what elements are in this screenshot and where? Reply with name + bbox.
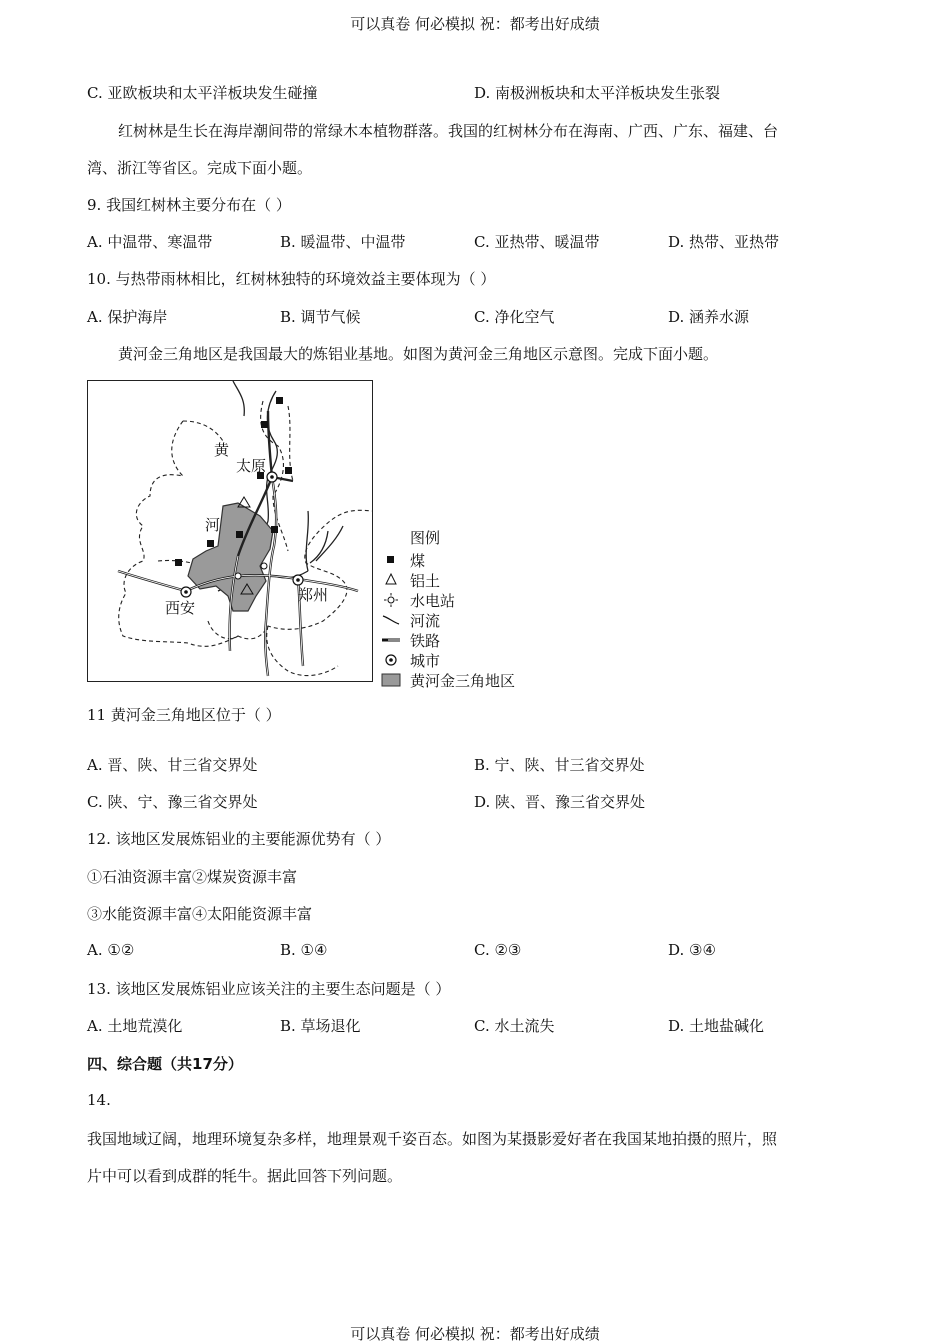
- q11-option-c: C. 陕、宁、豫三省交界处: [87, 793, 258, 811]
- map-label-huang: 黄: [214, 441, 230, 459]
- golden-triangle-region: [188, 503, 273, 611]
- q10-option-b: B. 调节气候: [280, 308, 361, 326]
- section-4-heading: 四、综合题（共17分）: [87, 1055, 243, 1073]
- q9-option-d: D. 热带、亚热带: [668, 233, 780, 251]
- coal-marker: [271, 526, 278, 533]
- yellow-river-triangle-map: [87, 380, 373, 682]
- coal-marker: [276, 397, 283, 404]
- coal-marker: [261, 421, 268, 428]
- q12-option-c: C. ②③: [474, 941, 522, 959]
- coal-marker: [175, 559, 182, 566]
- q13-option-d: D. 土地盐碱化: [668, 1017, 765, 1035]
- q10-option-a: A. 保护海岸: [87, 308, 168, 326]
- map-label-taiyuan: 太原: [236, 457, 267, 475]
- q9-stem: 9. 我国红树林主要分布在（ ）: [87, 196, 291, 214]
- q14-line1: 我国地域辽阔，地理环境复杂多样，地理景观千姿百态。如图为某摄影爱好者在我国某地拍摄的照片，照: [87, 1130, 778, 1148]
- q12-statement1: ①石油资源丰富②煤炭资源丰富: [87, 868, 298, 886]
- map-label-zhengzhou: 郑州: [298, 586, 329, 604]
- q11-option-d: D. 陕、晋、豫三省交界处: [474, 793, 646, 811]
- q9-option-b: B. 暖温带、中温带: [280, 233, 406, 251]
- q13-option-c: C. 水土流失: [474, 1017, 555, 1035]
- q13-option-a: A. 土地荒漠化: [87, 1017, 183, 1035]
- q11-stem: 11 黄河金三角地区位于（ ）: [87, 706, 281, 724]
- legend-bauxite-label: 铝土: [410, 572, 441, 590]
- coal-marker: [207, 540, 214, 547]
- map-label-he: 河: [205, 516, 221, 534]
- q10-stem: 10. 与热带雨林相比，红树林独特的环境效益主要体现为（ ）: [87, 270, 496, 288]
- q9-option-a: A. 中温带、寒温带: [87, 233, 213, 251]
- legend-hydro-label: 水电站: [410, 592, 456, 610]
- legend-city-label: 城市: [410, 652, 441, 670]
- legend-railway-label: 铁路: [410, 632, 441, 650]
- q9-option-c: C. 亚热带、暖温带: [474, 233, 600, 251]
- legend-region-label: 黄河金三角地区: [410, 672, 516, 690]
- hydro-station-marker: [261, 563, 267, 569]
- coal-marker: [285, 467, 292, 474]
- map-label-xian: 西安: [165, 599, 196, 617]
- q13-option-b: B. 草场退化: [280, 1017, 361, 1035]
- q10-option-c: C. 净化空气: [474, 308, 555, 326]
- q8-option-c: C. 亚欧板块和太平洋板块发生碰撞: [87, 84, 318, 102]
- q10-option-d: D. 涵养水源: [668, 308, 750, 326]
- map-legend: [380, 527, 560, 692]
- q12-stem: 12. 该地区发展炼铝业的主要能源优势有（ ）: [87, 830, 391, 848]
- q12-option-d: D. ③④: [668, 941, 716, 959]
- q12-statement2: ③水能资源丰富④太阳能资源丰富: [87, 905, 313, 923]
- q11-option-b: B. 宁、陕、甘三省交界处: [474, 756, 645, 774]
- passage2: 黄河金三角地区是我国最大的炼铝业基地。如图为黄河金三角地区示意图。完成下面小题。: [118, 345, 719, 363]
- passage1-line1: 红树林是生长在海岸潮间带的常绿木本植物群落。我国的红树林分布在海南、广西、广东、福建、台: [118, 122, 779, 140]
- legend-coal-label: 煤: [410, 552, 426, 570]
- q11-option-a: A. 晋、陕、甘三省交界处: [87, 756, 258, 774]
- q8-option-d: D. 南极洲板块和太平洋板块发生张裂: [474, 84, 721, 102]
- hydro-station-marker: [235, 573, 241, 579]
- page-footer: 可以真卷 何必模拟 祝：都考出好成绩: [350, 1325, 600, 1343]
- q12-option-b: B. ①④: [280, 941, 328, 959]
- coal-marker: [236, 531, 243, 538]
- legend-river-label: 河流: [410, 612, 441, 630]
- q12-option-a: A. ①②: [87, 941, 135, 959]
- q14-line2: 片中可以看到成群的牦牛。据此回答下列问题。: [87, 1167, 403, 1185]
- legend-title: 图例: [410, 529, 441, 547]
- q13-stem: 13. 该地区发展炼铝业应该关注的主要生态问题是（ ）: [87, 980, 451, 998]
- q14-number: 14.: [87, 1091, 111, 1109]
- page-header: 可以真卷 何必模拟 祝：都考出好成绩: [350, 15, 600, 33]
- passage1-line2: 湾、浙江等省区。完成下面小题。: [87, 159, 313, 177]
